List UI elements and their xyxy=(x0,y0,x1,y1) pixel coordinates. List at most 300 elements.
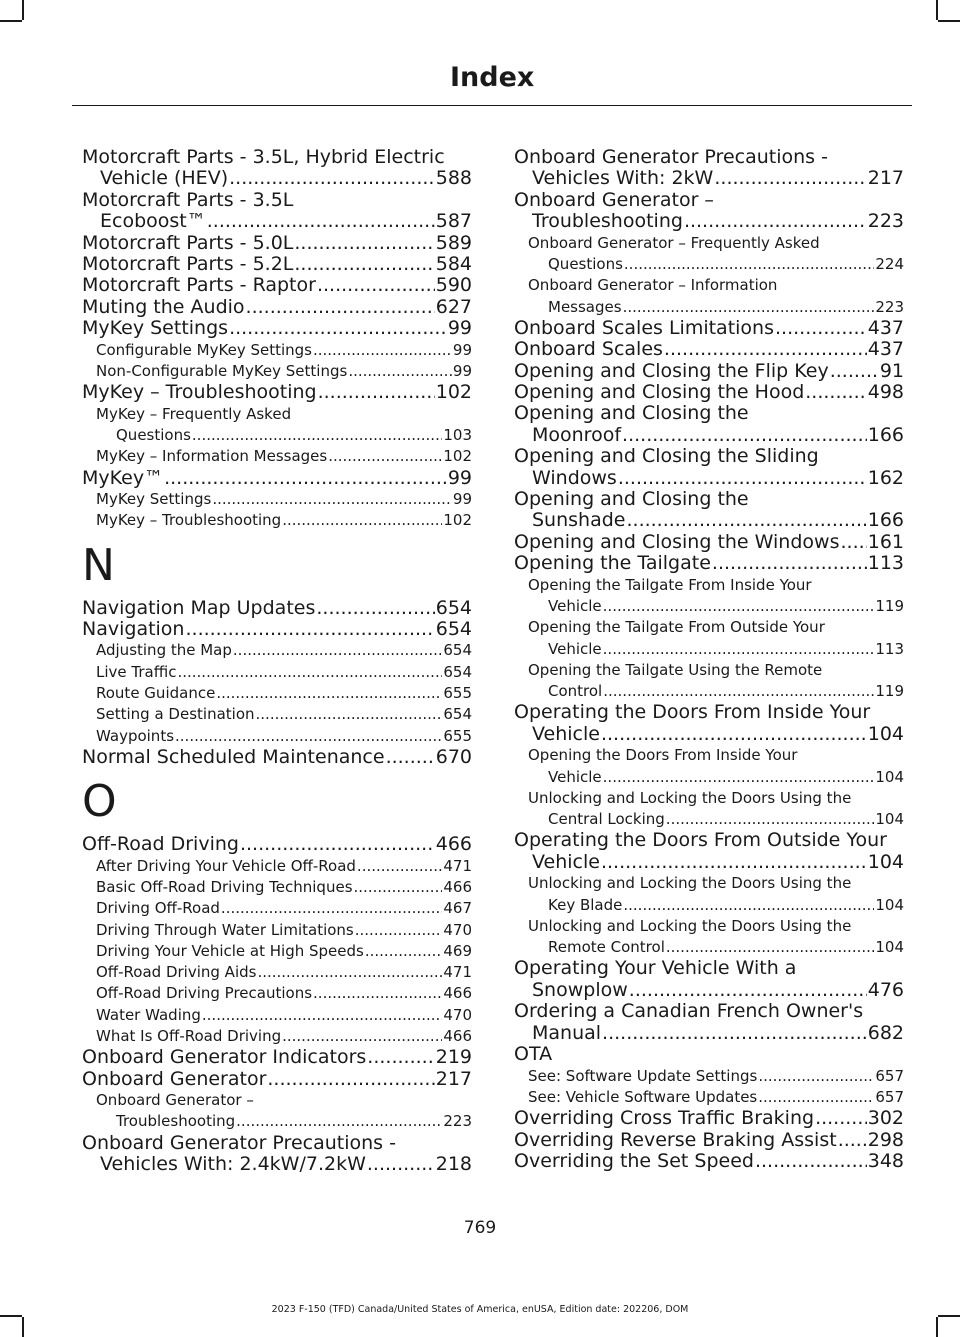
index-entry[interactable] xyxy=(514,147,904,190)
dot-leader xyxy=(236,1111,442,1132)
index-entry[interactable] xyxy=(82,468,472,489)
dot-leader xyxy=(666,937,874,958)
index-subentry[interactable] xyxy=(514,788,904,831)
crop-mark xyxy=(22,0,24,20)
index-letter-heading: O xyxy=(82,776,117,828)
index-entry-text: Onboard Scales Limitations xyxy=(514,316,774,339)
index-page-ref[interactable]: 476 xyxy=(867,978,904,1001)
dot-leader xyxy=(758,1087,874,1108)
index-entry-text: Troubleshooting xyxy=(532,210,683,233)
index-entry-text: Operating Your Vehicle With a xyxy=(514,957,797,980)
index-page-ref[interactable]: 162 xyxy=(867,466,904,489)
index-entry-text: Opening and Closing the xyxy=(514,402,749,425)
index-subentry[interactable] xyxy=(514,233,904,276)
index-subentry[interactable] xyxy=(82,962,472,983)
dot-leader xyxy=(775,318,867,339)
index-subentry[interactable] xyxy=(82,361,472,382)
index-entry-text: See: Software Update Settings xyxy=(528,1066,758,1085)
index-subentry[interactable] xyxy=(514,745,904,788)
index-entry[interactable] xyxy=(514,382,904,403)
dot-leader xyxy=(712,553,867,574)
index-subentry[interactable] xyxy=(514,1087,904,1108)
index-entry[interactable] xyxy=(82,1047,472,1068)
index-subentry[interactable] xyxy=(514,617,904,660)
dot-leader xyxy=(175,726,442,747)
index-entry[interactable] xyxy=(514,702,904,745)
crop-mark xyxy=(938,1315,960,1317)
dot-leader xyxy=(240,834,435,855)
dot-leader xyxy=(282,1026,442,1047)
index-subentry[interactable] xyxy=(82,898,472,919)
index-page-ref[interactable]: 103 xyxy=(443,425,472,444)
index-entry-text: Operating the Doors From Outside Your xyxy=(514,829,887,852)
dot-leader xyxy=(318,382,435,403)
index-subentry[interactable] xyxy=(514,873,904,916)
index-page-ref[interactable]: 670 xyxy=(435,745,472,768)
index-entry[interactable] xyxy=(82,747,472,768)
index-page-ref[interactable]: 627 xyxy=(435,295,472,318)
dot-leader xyxy=(622,425,867,446)
index-entry-text: Vehicle xyxy=(532,850,600,873)
dot-leader xyxy=(840,532,866,553)
index-column-right xyxy=(514,147,904,1172)
index-page-ref[interactable]: 657 xyxy=(875,1066,904,1085)
index-page-ref[interactable]: 99 xyxy=(452,489,472,508)
dot-leader xyxy=(354,877,443,898)
dot-leader xyxy=(603,596,875,617)
index-entry-text: Off-Road Driving xyxy=(82,833,239,856)
footer-text: 2023 F-150 (TFD) Canada/United States of America, enUSA, Edition date: 202206, DOM xyxy=(271,1304,689,1315)
index-page-ref[interactable]: 470 xyxy=(443,1005,472,1024)
index-entry-text: Adjusting the Map xyxy=(96,641,232,660)
index-page-ref[interactable]: 104 xyxy=(875,767,904,786)
index-entry-text: MyKey – Information Messages xyxy=(96,447,328,466)
dot-leader xyxy=(805,382,866,403)
index-page-ref[interactable]: 469 xyxy=(443,941,472,960)
index-entry-text: Driving Off-Road xyxy=(96,899,220,918)
index-subentry[interactable] xyxy=(82,1005,472,1026)
dot-leader xyxy=(386,747,435,768)
crop-mark xyxy=(22,1317,24,1337)
index-page-ref[interactable]: 223 xyxy=(867,210,904,233)
index-page-ref[interactable]: 654 xyxy=(435,617,472,640)
index-page-ref[interactable]: 217 xyxy=(435,1067,472,1090)
dot-leader xyxy=(367,1047,434,1068)
dot-leader xyxy=(294,233,434,254)
dot-leader xyxy=(317,275,435,296)
index-entry-text: Motorcraft Parts - 3.5L xyxy=(82,188,294,211)
index-page-ref[interactable]: 584 xyxy=(435,253,472,276)
index-page-ref[interactable]: 102 xyxy=(443,511,472,530)
dot-leader xyxy=(357,856,442,877)
index-entry-text: OTA xyxy=(514,1043,553,1066)
index-entry-text: Setting a Destination xyxy=(96,705,255,724)
index-subentry[interactable] xyxy=(82,1026,472,1047)
index-entry-text: Onboard Generator Precautions - xyxy=(514,146,828,168)
index-subentry[interactable] xyxy=(514,275,904,318)
index-subentry[interactable] xyxy=(82,1090,472,1133)
index-page-ref[interactable]: 223 xyxy=(875,297,904,316)
index-entry[interactable] xyxy=(514,553,904,574)
index-entry-text: Driving Through Water Limitations xyxy=(96,920,354,939)
index-subentry[interactable] xyxy=(82,489,472,510)
index-entry[interactable] xyxy=(514,403,904,446)
index-entry-text: Vehicles With: 2kW xyxy=(532,167,714,190)
dot-leader xyxy=(229,168,435,189)
index-subentry[interactable] xyxy=(82,510,472,531)
index-page-ref[interactable]: 119 xyxy=(875,596,904,615)
index-page-ref[interactable]: 218 xyxy=(435,1153,472,1176)
index-page-ref[interactable]: 99 xyxy=(452,361,472,380)
dot-leader xyxy=(257,962,442,983)
index-page-ref[interactable]: 437 xyxy=(867,316,904,339)
index-page-ref[interactable]: 223 xyxy=(443,1112,472,1131)
index-page-ref[interactable]: 587 xyxy=(435,210,472,233)
index-page-ref[interactable]: 466 xyxy=(443,1027,472,1046)
index-entry-text: Control xyxy=(548,682,603,701)
index-page-ref[interactable]: 104 xyxy=(867,722,904,745)
index-page-ref[interactable]: 104 xyxy=(875,895,904,914)
dot-leader xyxy=(365,941,443,962)
index-subentry[interactable] xyxy=(82,404,472,447)
index-page-ref[interactable]: 437 xyxy=(867,338,904,361)
dot-leader xyxy=(626,510,866,531)
index-entry[interactable] xyxy=(82,297,472,318)
index-entry[interactable] xyxy=(514,830,904,873)
index-subentry[interactable] xyxy=(82,941,472,962)
index-entry-text: Configurable MyKey Settings xyxy=(96,340,312,359)
index-entry[interactable] xyxy=(82,275,472,296)
index-entry[interactable] xyxy=(82,190,472,233)
index-entry-text: Overriding Cross Traffic Braking xyxy=(514,1107,815,1130)
index-page-ref[interactable]: 655 xyxy=(443,726,472,745)
index-entry-text: Vehicle xyxy=(548,639,602,658)
dot-leader xyxy=(603,767,875,788)
dot-leader xyxy=(624,254,874,275)
index-page-ref[interactable]: 654 xyxy=(443,662,472,681)
dot-leader xyxy=(714,168,866,189)
index-page-ref[interactable]: 161 xyxy=(867,530,904,553)
index-page-ref[interactable]: 102 xyxy=(443,447,472,466)
index-entry-text: Route Guidance xyxy=(96,683,216,702)
index-entry-text: Ecoboost™ xyxy=(100,210,206,233)
index-subentry[interactable] xyxy=(82,662,472,683)
index-entry-text: Off-Road Driving Precautions xyxy=(96,984,313,1003)
index-entry-text: Opening the Tailgate From Outside Your xyxy=(528,618,825,637)
index-page-ref[interactable]: 498 xyxy=(867,381,904,404)
index-letter-heading: N xyxy=(82,539,115,591)
crop-mark xyxy=(938,20,960,22)
index-subentry[interactable] xyxy=(82,704,472,725)
index-entry[interactable] xyxy=(514,1044,904,1065)
index-subentry[interactable] xyxy=(82,920,472,941)
index-page-ref[interactable]: 466 xyxy=(443,877,472,896)
index-page-ref[interactable]: 224 xyxy=(875,254,904,273)
index-entry-text: Opening and Closing the Flip Key xyxy=(514,359,829,382)
index-page-ref[interactable]: 654 xyxy=(443,641,472,660)
index-entry-text: Vehicle xyxy=(548,596,602,615)
index-subentry[interactable] xyxy=(82,856,472,877)
index-subentry[interactable] xyxy=(82,446,472,467)
index-entry[interactable] xyxy=(82,382,472,403)
dot-leader xyxy=(212,489,452,510)
index-entry-text: Unlocking and Locking the Doors Using the xyxy=(528,916,852,935)
index-entry-text: Vehicles With: 2.4kW/7.2kW xyxy=(100,1153,366,1176)
index-entry[interactable] xyxy=(514,1108,904,1129)
index-entry-text: Onboard Generator – xyxy=(96,1091,254,1110)
index-entry-text: Vehicle xyxy=(532,722,600,745)
index-page-ref[interactable]: 471 xyxy=(443,856,472,875)
dot-leader xyxy=(623,895,874,916)
index-entry-text: Onboard Generator Precautions - xyxy=(82,1131,396,1154)
index-entry-text: Navigation xyxy=(82,617,185,640)
dot-leader xyxy=(838,1130,867,1151)
index-entry[interactable] xyxy=(82,254,472,275)
index-entry-text: Vehicle xyxy=(548,767,602,786)
index-entry[interactable] xyxy=(82,233,472,254)
index-page-ref[interactable]: 655 xyxy=(443,683,472,702)
index-page-ref[interactable]: 104 xyxy=(867,850,904,873)
index-entry-text: Opening and Closing the Windows xyxy=(514,530,840,553)
index-entry-text: Manual xyxy=(532,1021,602,1044)
index-entry[interactable] xyxy=(514,958,904,1001)
index-page-ref[interactable]: 113 xyxy=(875,639,904,658)
index-page-ref[interactable]: 99 xyxy=(447,466,472,489)
index-page-ref[interactable]: 119 xyxy=(875,682,904,701)
dot-leader xyxy=(623,297,875,318)
index-entry-text: Onboard Generator xyxy=(82,1067,267,1090)
index-entry-text: What Is Off-Road Driving xyxy=(96,1027,282,1046)
dot-leader xyxy=(267,1069,434,1090)
index-page-ref[interactable]: 113 xyxy=(867,552,904,575)
dot-leader xyxy=(666,809,875,830)
index-page-ref[interactable]: 102 xyxy=(435,381,472,404)
index-entry-text: MyKey – Troubleshooting xyxy=(96,511,282,530)
dot-leader xyxy=(603,639,875,660)
index-page-ref[interactable]: 348 xyxy=(867,1149,904,1172)
dot-leader xyxy=(221,898,442,919)
index-subentry[interactable] xyxy=(514,660,904,703)
index-entry[interactable] xyxy=(514,1151,904,1172)
index-entry-text: Basic Off-Road Driving Techniques xyxy=(96,877,353,896)
index-subentry[interactable] xyxy=(82,640,472,661)
index-page-ref[interactable]: 682 xyxy=(867,1021,904,1044)
dot-leader xyxy=(177,662,442,683)
index-entry-text: Opening the Tailgate From Inside Your xyxy=(528,575,812,594)
index-page-ref[interactable]: 298 xyxy=(867,1128,904,1151)
index-entry-text: Driving Your Vehicle at High Speeds xyxy=(96,941,364,960)
index-entry-text: Operating the Doors From Inside Your xyxy=(514,701,871,724)
dot-leader xyxy=(246,297,435,318)
crop-mark xyxy=(0,20,22,22)
dot-leader xyxy=(602,1023,867,1044)
index-page-ref[interactable]: 99 xyxy=(452,340,472,359)
index-subentry[interactable] xyxy=(514,1066,904,1087)
crop-mark xyxy=(936,0,938,20)
index-entry-text: Remote Control xyxy=(548,938,665,957)
dot-leader xyxy=(192,425,442,446)
index-entry-text: Troubleshooting xyxy=(116,1112,236,1131)
index-entry-text: Navigation Map Updates xyxy=(82,596,316,619)
index-entry-text: Opening the Doors From Inside Your xyxy=(528,746,798,765)
index-entry[interactable] xyxy=(82,1133,472,1176)
dot-leader xyxy=(664,339,867,360)
dot-leader xyxy=(313,340,452,361)
dot-leader xyxy=(830,361,879,382)
index-page-ref[interactable]: 99 xyxy=(447,317,472,340)
index-entry-text: See: Vehicle Software Updates xyxy=(528,1087,758,1106)
dot-leader xyxy=(164,468,447,489)
index-entry-text: Motorcraft Parts - 5.2L xyxy=(82,253,294,276)
index-entry[interactable] xyxy=(82,598,472,619)
dot-leader xyxy=(313,983,442,1004)
index-entry-text: Opening the Tailgate Using the Remote xyxy=(528,660,823,679)
index-entry-text: Questions xyxy=(116,425,191,444)
dot-leader xyxy=(256,704,443,725)
index-entry-text: Opening and Closing the xyxy=(514,488,749,511)
index-entry-text: Motorcraft Parts - Raptor xyxy=(82,274,316,297)
index-entry[interactable] xyxy=(514,190,904,233)
index-page-ref[interactable]: 166 xyxy=(867,423,904,446)
index-entry-text: Motorcraft Parts - 5.0L xyxy=(82,231,294,254)
dot-leader xyxy=(328,446,442,467)
index-page-ref[interactable]: 654 xyxy=(443,705,472,724)
index-entry-text: Overriding Reverse Braking Assist xyxy=(514,1128,837,1151)
dot-leader xyxy=(367,1154,435,1175)
index-page-ref[interactable]: 466 xyxy=(443,984,472,1003)
index-entry-text: Onboard Generator Indicators xyxy=(82,1046,367,1069)
index-entry-text: Key Blade xyxy=(548,895,623,914)
index-entry-text: Vehicle (HEV) xyxy=(100,167,229,190)
index-page-ref[interactable]: 471 xyxy=(443,963,472,982)
dot-leader xyxy=(316,598,434,619)
index-entry-text: Moonroof xyxy=(532,423,622,446)
dot-leader xyxy=(629,980,867,1001)
index-entry-text: MyKey™ xyxy=(82,466,164,489)
index-entry-text: Unlocking and Locking the Doors Using the xyxy=(528,874,852,893)
index-page-ref[interactable]: 219 xyxy=(435,1046,472,1069)
index-entry-text: Unlocking and Locking the Doors Using the xyxy=(528,788,852,807)
index-entry-text: Onboard Generator – Frequently Asked xyxy=(528,233,820,252)
page-number: 769 xyxy=(463,1218,497,1238)
index-entry-text: After Driving Your Vehicle Off-Road xyxy=(96,856,356,875)
dot-leader xyxy=(601,724,867,745)
index-subentry[interactable] xyxy=(514,575,904,618)
index-entry[interactable] xyxy=(514,489,904,532)
dot-leader xyxy=(294,254,434,275)
index-entry-text: MyKey Settings xyxy=(82,317,229,340)
index-subentry[interactable] xyxy=(82,983,472,1004)
dot-leader xyxy=(618,468,867,489)
index-subentry[interactable] xyxy=(82,683,472,704)
crop-mark xyxy=(0,1315,22,1317)
dot-leader xyxy=(216,683,442,704)
dot-leader xyxy=(755,1151,867,1172)
dot-leader xyxy=(815,1108,867,1129)
index-entry-text: Water Wading xyxy=(96,1005,201,1024)
index-entry-text: Opening and Closing the Sliding xyxy=(514,445,819,468)
index-entry-text: Non-Configurable MyKey Settings xyxy=(96,361,348,380)
index-entry-text: Off-Road Driving Aids xyxy=(96,963,257,982)
dot-leader xyxy=(229,318,447,339)
index-subentry[interactable] xyxy=(82,726,472,747)
index-page-ref[interactable]: 104 xyxy=(875,810,904,829)
index-entry[interactable] xyxy=(82,318,472,339)
index-entry[interactable] xyxy=(514,318,904,339)
dot-leader xyxy=(202,1005,442,1026)
dot-leader xyxy=(348,361,452,382)
index-entry-text: MyKey – Frequently Asked xyxy=(96,404,292,423)
index-column-left xyxy=(82,147,472,1176)
index-entry[interactable] xyxy=(514,361,904,382)
index-page-ref[interactable]: 166 xyxy=(867,509,904,532)
index-entry-text: Normal Scheduled Maintenance xyxy=(82,745,385,768)
index-page-ref[interactable]: 91 xyxy=(879,359,904,382)
index-entry[interactable] xyxy=(514,446,904,489)
index-page-ref[interactable]: 217 xyxy=(867,167,904,190)
index-entry-text: MyKey – Troubleshooting xyxy=(82,381,317,404)
dot-leader xyxy=(355,920,443,941)
dot-leader xyxy=(758,1066,874,1087)
index-entry[interactable] xyxy=(514,532,904,553)
index-entry-text: Messages xyxy=(548,297,622,316)
header-rule xyxy=(72,105,912,106)
index-entry-text: Central Locking xyxy=(548,810,665,829)
index-entry-text: Sunshade xyxy=(532,509,626,532)
dot-leader xyxy=(233,640,442,661)
index-entry-text: Snowplow xyxy=(532,978,628,1001)
index-entry[interactable] xyxy=(82,147,472,190)
dot-leader xyxy=(684,211,867,232)
index-page-ref[interactable]: 466 xyxy=(435,833,472,856)
index-page-ref[interactable]: 657 xyxy=(875,1087,904,1106)
index-entry-text: Ordering a Canadian French Owner's xyxy=(514,1000,864,1023)
index-entry-text: Opening the Tailgate xyxy=(514,552,711,575)
index-entry[interactable] xyxy=(514,1130,904,1151)
dot-leader xyxy=(185,619,434,640)
index-entry-text: Muting the Audio xyxy=(82,295,245,318)
index-page-ref[interactable]: 654 xyxy=(435,596,472,619)
dot-leader xyxy=(207,211,435,232)
index-page-ref[interactable]: 589 xyxy=(435,231,472,254)
index-page-ref[interactable]: 590 xyxy=(435,274,472,297)
index-entry-text: Live Traffic xyxy=(96,662,177,681)
index-page-ref[interactable]: 302 xyxy=(867,1107,904,1130)
index-page-ref[interactable]: 104 xyxy=(875,938,904,957)
index-page-ref[interactable]: 470 xyxy=(443,920,472,939)
index-subentry[interactable] xyxy=(514,916,904,959)
dot-leader xyxy=(282,510,442,531)
index-entry-text: Onboard Scales xyxy=(514,338,663,361)
index-entry[interactable] xyxy=(514,339,904,360)
index-page-ref[interactable]: 467 xyxy=(443,899,472,918)
index-entry[interactable] xyxy=(514,1001,904,1044)
index-subentry[interactable] xyxy=(82,877,472,898)
index-entry-text: Motorcraft Parts - 3.5L, Hybrid Electric xyxy=(82,146,445,168)
index-entry[interactable] xyxy=(82,1069,472,1090)
index-entry-text: Questions xyxy=(548,254,623,273)
dot-leader xyxy=(601,852,867,873)
index-entry-text: MyKey Settings xyxy=(96,489,212,508)
index-entry-text: Overriding the Set Speed xyxy=(514,1149,754,1172)
index-entry[interactable] xyxy=(82,834,472,855)
dot-leader xyxy=(603,681,874,702)
page-title-text: Index xyxy=(450,62,535,93)
index-entry[interactable] xyxy=(82,619,472,640)
index-entry-text: Windows xyxy=(532,466,617,489)
index-subentry[interactable] xyxy=(82,340,472,361)
index-page-ref[interactable]: 588 xyxy=(435,167,472,190)
